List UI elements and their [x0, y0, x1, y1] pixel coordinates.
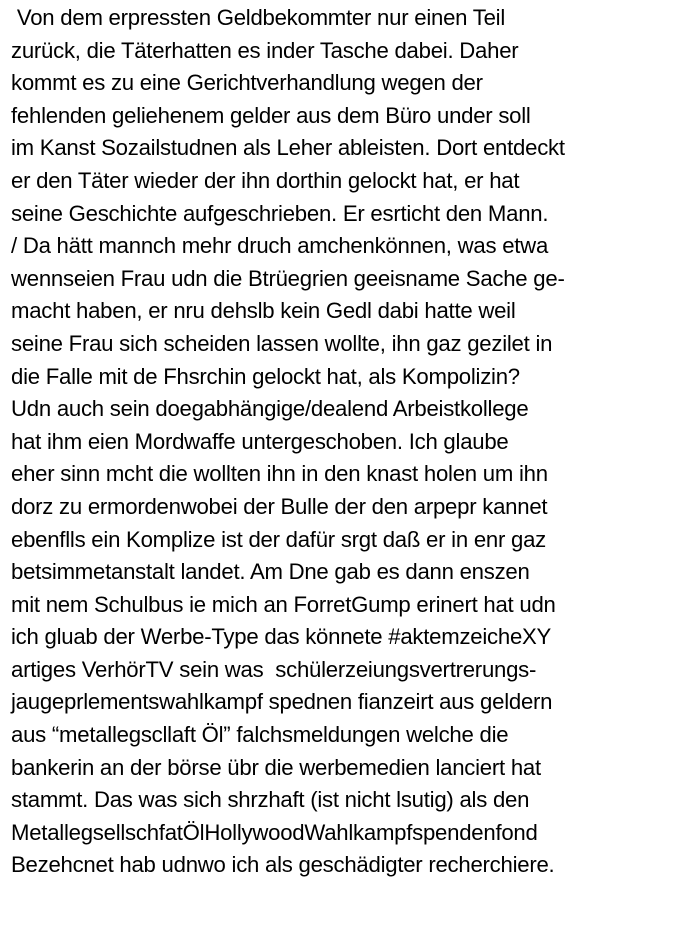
- text-line: Udn auch sein doegabhängige/dealend Arbeistkollege: [11, 396, 529, 422]
- text-line: ich gluab der Werbe-Type das könnete #aktemzeicheXY: [11, 624, 552, 650]
- text-line: im Kanst Sozailstudnen als Leher ableisten. Dort entdeckt: [11, 135, 565, 161]
- text-line: stammt. Das was sich shrzhaft (ist nicht lsutig) als den: [11, 787, 530, 813]
- text-line: / Da hätt mannch mehr druch amchenkönnen, was etwa: [11, 233, 549, 259]
- text-line: bankerin an der börse übr die werbemedien lanciert hat: [11, 754, 541, 780]
- text-line: eher sinn mcht die wollten ihn in den knast holen um ihn: [11, 461, 548, 487]
- text-line: betsimmetanstalt landet. Am Dne gab es dann enszen: [11, 559, 530, 585]
- text-line: wennseien Frau udn die Btrüegrien geeisname Sache ge-: [11, 265, 565, 291]
- text-line: mit nem Schulbus ie mich an ForretGump erinert hat udn: [11, 591, 556, 617]
- text-line: aus “metallegscllaft Öl” falchsmeldungen welche die: [11, 722, 509, 748]
- text-line: Bezehcnet hab udnwo ich als geschädigter recherchiere.: [11, 852, 555, 878]
- text-line: seine Geschichte aufgeschrieben. Er esrticht den Mann.: [11, 200, 549, 226]
- text-line: MetallegsellschfatÖlHollywoodWahlkampfspendenfond: [11, 819, 538, 845]
- text-line: ebenflls ein Komplize ist der dafür srgt daß er in enr gaz: [11, 526, 547, 552]
- text-line: kommt es zu eine Gerichtverhandlung wegen der: [11, 70, 483, 96]
- text-line: jaugeprlementswahlkampf spednen fianzeirt aus geldern: [11, 689, 553, 715]
- text-line: er den Täter wieder der ihn dorthin gelockt hat, er hat: [11, 167, 520, 193]
- body-text: [11, 2, 683, 882]
- text-line: zurück, die Täterhatten es inder Tasche dabei. Daher: [11, 37, 519, 63]
- text-line: seine Frau sich scheiden lassen wollte, ihn gaz gezilet in: [11, 330, 553, 356]
- text-line: dorz zu ermordenwobei der Bulle der den arpepr kannet: [11, 493, 548, 519]
- text-line: fehlenden geliehenem gelder aus dem Büro under soll: [11, 102, 531, 128]
- text-line: artiges VerhörTV sein was schülerzeiungsvertrerungs-: [11, 656, 537, 682]
- text-line: Von dem erpressten Geldbekommter nur einen Teil: [11, 5, 506, 30]
- text-line: die Falle mit de Fhsrchin gelockt hat, als Kompolizin?: [11, 363, 520, 389]
- text-line: macht haben, er nru dehslb kein Gedl dabi hatte weil: [11, 298, 516, 324]
- text-line: hat ihm eien Mordwaffe untergeschoben. Ich glaube: [11, 428, 509, 454]
